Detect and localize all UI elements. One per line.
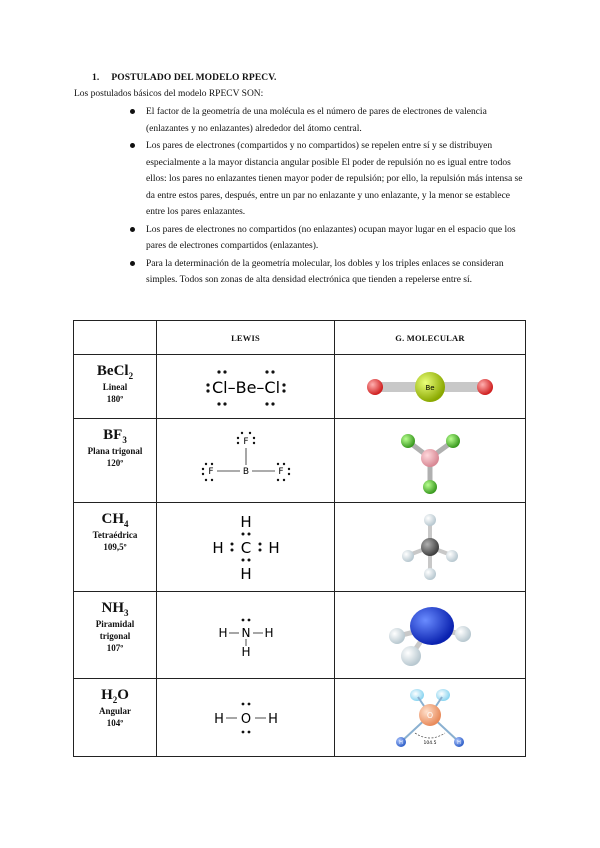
- lewis-ch4: [201, 509, 291, 585]
- model-cell: [335, 503, 526, 592]
- svg-text:H: H: [239, 513, 252, 531]
- intro-text: Los postulados básicos del modelo RPECV SON:: [74, 89, 264, 99]
- lewis-cell: [157, 419, 335, 503]
- bond-angle: 120º: [106, 458, 124, 468]
- geometry-name: Lineal: [102, 382, 128, 392]
- svg-text:H: H: [211, 539, 224, 557]
- bullet-icon: [130, 143, 135, 148]
- formula: $NH_3$: [101, 600, 129, 618]
- model-bf3: [395, 424, 465, 498]
- svg-text:C: C: [240, 539, 251, 557]
- svg-text:H: H: [267, 539, 280, 557]
- lewis-cell: [157, 503, 335, 592]
- bullet-icon: [130, 227, 135, 232]
- model-cell: [335, 419, 526, 503]
- model-ch4: [395, 509, 465, 585]
- svg-text:N: N: [241, 626, 250, 640]
- table-row: [74, 355, 526, 419]
- model-becl2: [360, 367, 500, 407]
- header-empty: [74, 321, 157, 355]
- molecule-cell: [74, 592, 157, 679]
- geometry-name: Tetraédrica: [92, 530, 138, 540]
- header-lewis: LEWIS: [157, 321, 335, 355]
- bond-angle: 109,5º: [103, 542, 127, 552]
- svg-text:Cl–Be–Cl: Cl–Be–Cl: [211, 377, 280, 397]
- model-nh3: [380, 600, 480, 670]
- molecule-cell: [74, 355, 157, 419]
- svg-text:H: H: [263, 626, 274, 640]
- svg-text:H: H: [399, 739, 403, 746]
- lewis-cell: [157, 679, 335, 757]
- svg-text:H: H: [217, 626, 228, 640]
- postulates-list: [126, 104, 526, 290]
- header-geometry: G. MOLECULAR: [335, 321, 526, 355]
- section-heading: [92, 73, 276, 83]
- list-item: Para la determinación de la geometría molecular, los dobles y los triples enlaces se consideran simples. Todos son zonas de alta densidad electrónica que tienden a repelerse entre sí.: [126, 256, 526, 289]
- bullet-icon: [130, 109, 135, 114]
- bullet-icon: [130, 261, 135, 266]
- svg-text:H: H: [457, 739, 461, 746]
- molecule-cell: [74, 503, 157, 592]
- lewis-becl2: [186, 362, 306, 412]
- model-h2o: [385, 683, 475, 753]
- formula: BeCl$_2$: [96, 363, 134, 381]
- table-row: [74, 503, 526, 592]
- lewis-h2o: [206, 696, 286, 740]
- svg-text:H: H: [239, 565, 252, 583]
- section-title: POSTULADO DEL MODELO RPECV.: [111, 73, 277, 83]
- svg-text:H: H: [267, 711, 278, 727]
- geometry-name: Piramidal: [95, 619, 135, 629]
- geometry-name: Angular: [98, 706, 131, 716]
- list-item: Los pares de electrones (compartidos y no compartidos) se repelen entre sí y se distribuyen especialmente a la mayor distancia angular posible El poder de repulsión no es igual entre todos ellos: los pares no enlazantes tienen mayor poder de repulsión; por ello, la repulsión más intensa se da entre estos pares, después, entre un par no enlazante y uno enlazante, y la menor se establece entre los pares enlazantes.: [126, 138, 526, 221]
- molecule-cell: [74, 419, 157, 503]
- formula: $H_2O$: [101, 687, 129, 705]
- svg-text:O: O: [426, 710, 434, 720]
- svg-text:B: B: [242, 466, 249, 477]
- geometry-name: Plana trigonal: [87, 446, 143, 456]
- svg-text:Be: Be: [425, 383, 435, 392]
- formula: $BF_3$: [103, 427, 127, 445]
- lewis-nh3: [211, 610, 281, 660]
- svg-text:H: H: [213, 711, 224, 727]
- list-item: El factor de la geometría de una molécula es el número de pares de electrones de valencia (enlazantes y no enlazantes) alrededor del átomo central.: [126, 104, 526, 137]
- svg-text:F: F: [242, 436, 249, 447]
- bond-angle: 104º: [106, 718, 124, 728]
- table-row: [74, 592, 526, 679]
- lewis-cell: [157, 355, 335, 419]
- geometry-name-line2: trigonal: [99, 631, 131, 641]
- lewis-cell: [157, 592, 335, 679]
- table-row: [74, 679, 526, 757]
- bond-angle: 107º: [106, 643, 124, 653]
- svg-text:F: F: [207, 466, 214, 477]
- list-item: Los pares de electrones no compartidos (no enlazantes) ocupan mayor lugar en el espacio que los pares de electrones compartidos (enlazantes).: [126, 222, 526, 255]
- molecular-geometry-table: [73, 320, 526, 757]
- formula: $CH_4$: [101, 511, 129, 529]
- svg-text:O: O: [240, 711, 251, 727]
- molecule-cell: [74, 679, 157, 757]
- svg-text:H: H: [240, 645, 251, 659]
- model-cell: [335, 355, 526, 419]
- bond-angle: 180º: [106, 394, 124, 404]
- lewis-bf3: [186, 428, 306, 494]
- section-number: 1.: [92, 73, 100, 83]
- model-cell: [335, 592, 526, 679]
- model-cell: [335, 679, 526, 757]
- table-header-row: [74, 321, 526, 355]
- svg-text:104.5: 104.5: [423, 740, 437, 746]
- table-row: [74, 419, 526, 503]
- svg-text:F: F: [277, 466, 284, 477]
